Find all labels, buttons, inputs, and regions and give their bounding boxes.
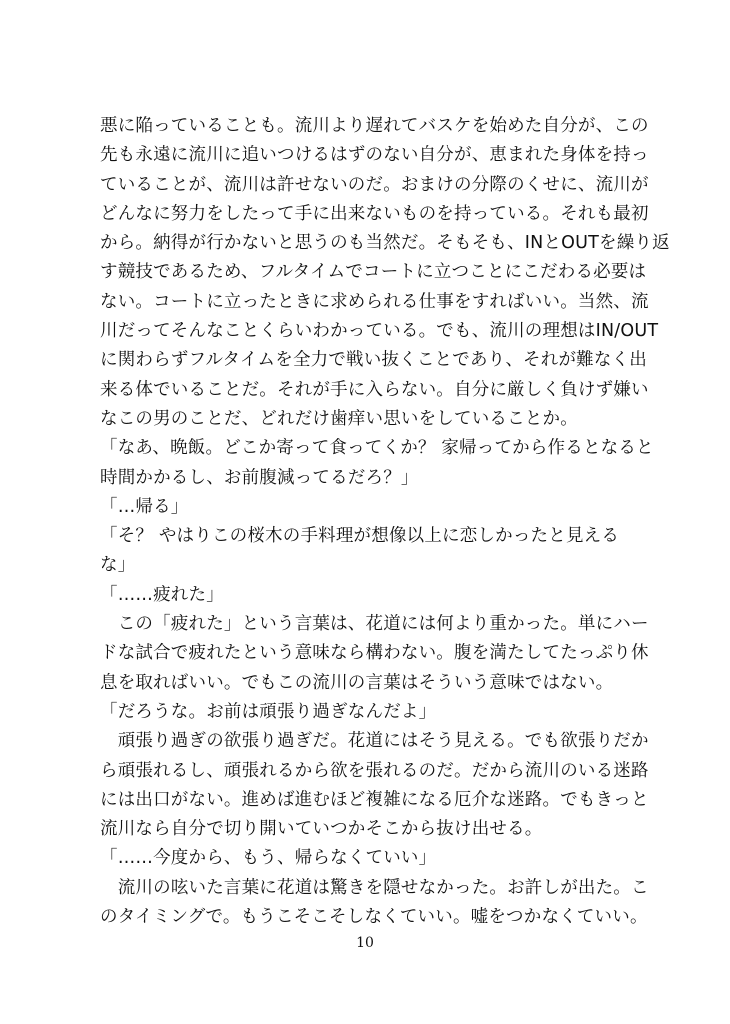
text-line: なこの男のことだ、どれだけ歯痒い思いをしていることか。	[100, 408, 578, 429]
text-line: 流川なら自分で切り開いていつかそこから抜け出せる。	[100, 819, 543, 840]
text-line: 悪に陥っていることも。流川より遅れてバスケを始めた自分が、この	[100, 116, 649, 136]
text-line: ら頑張れるし、頑張れるから欲を張れるのだ。だから流川のいる迷路	[100, 760, 649, 781]
text-line: どんなに努力をしたって手に出来ないものを持っている。それも最初	[100, 203, 649, 224]
text-line: 来る体でいることだ。それが手に入らない。自分に厳しく負けず嫌い	[100, 379, 649, 400]
text-line: ない。コートに立ったときに求められる仕事をすればいい。当然、流	[100, 291, 649, 312]
text-line: 「……疲れた」	[100, 584, 224, 605]
page-number: 10	[356, 935, 374, 951]
text-line: 「…帰る」	[100, 496, 189, 517]
text-line: 流川の呟いた言葉に花道は驚きを隠せなかった。お許しが出た。こ	[100, 877, 649, 898]
text-line: に関わらずフルタイムを全力で戦い抜くことであり、それが難なく出	[100, 350, 647, 371]
text-line: 「だろうな。お前は頑張り過ぎなんだよ」	[100, 701, 437, 722]
text-line: 川だってそんなことくらいわかっている。でも、流川の理想はIN/OUT	[100, 321, 659, 342]
text-line: ドな試合で疲れたという意味なら構わない。腹を満たしてたっぷり休	[100, 643, 649, 664]
text-line: のタイミングで。もうこそこそしなくていい。嘘をつかなくていい。	[100, 907, 648, 928]
text-line: 頑張り過ぎの欲張り過ぎだ。花道にはそう見える。でも欲張りだか	[100, 731, 649, 752]
text-line: す競技であるため、フルタイムでコートに立つことにこだわる必要は	[100, 262, 647, 283]
text-line: な」	[100, 555, 136, 576]
text-line: この「疲れた」という言葉は、花道には何より重かった。単にハー	[100, 614, 649, 635]
text-line: ていることが、流川は許せないのだ。おまけの分際のくせに、流川が	[100, 174, 649, 195]
text-line: 息を取ればいい。でもこの流川の言葉はそういう意味ではない。	[100, 672, 614, 693]
text-line: 「そ？ やはりこの桜木の手料理が想像以上に恋しかったと見える	[100, 526, 620, 547]
text-line: から。納得が行かないと思うのも当然だ。そもそも、INとOUTを繰り返	[100, 233, 670, 254]
body-text	[100, 112, 670, 932]
text-line: 時間かかるし、お前腹減ってるだろ？」	[100, 467, 419, 488]
text-line: 「なあ、晩飯。どこか寄って食ってくか？ 家帰ってから作るとなると	[100, 438, 654, 459]
text-line: には出口がない。進めば進むほど複雑になる厄介な迷路。でもきっと	[100, 789, 649, 810]
text-line: 「……今度から、もう、帰らなくていい」	[100, 848, 437, 869]
text-line: 先も永遠に流川に追いつけるはずのない自分が、恵まれた身体を持っ	[100, 145, 649, 166]
